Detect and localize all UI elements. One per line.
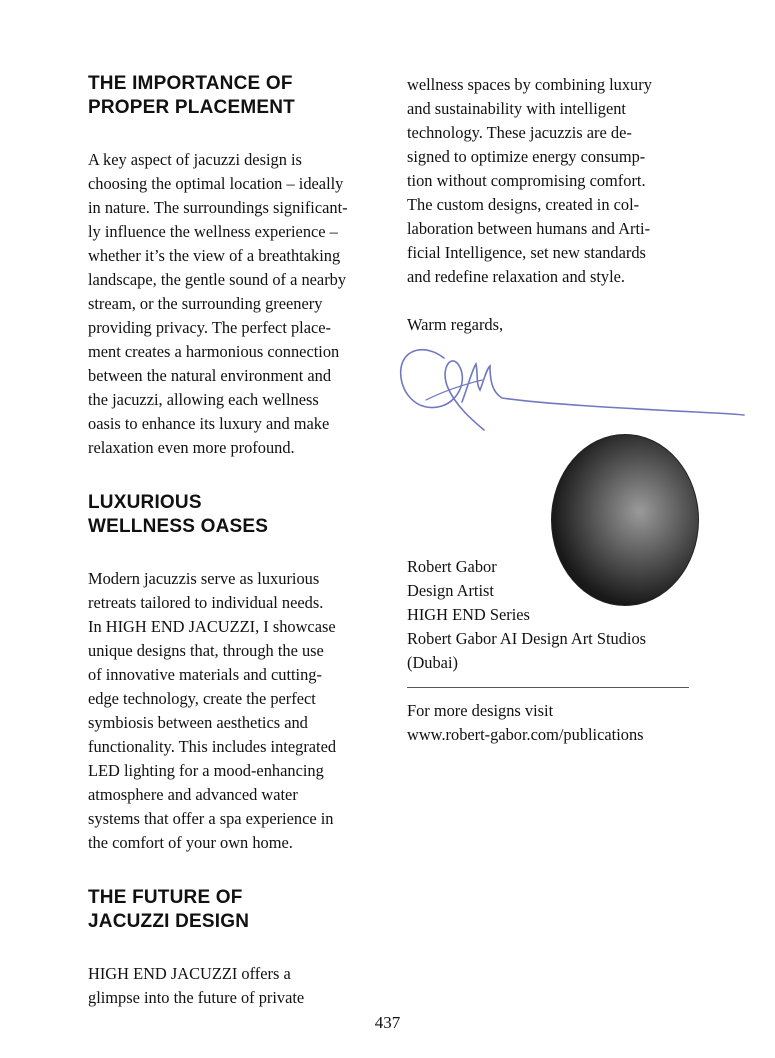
text-line: stream, or the surrounding greenery bbox=[88, 294, 323, 313]
author-series: HIGH END Series bbox=[407, 605, 530, 624]
text-line: choosing the optimal location – ideally bbox=[88, 174, 344, 193]
heading-proper-placement bbox=[88, 72, 378, 120]
more-designs-label: For more designs visit bbox=[407, 701, 554, 720]
text-line: oasis to enhance its luxury and make bbox=[88, 414, 330, 433]
paragraph-wellness-oases bbox=[88, 567, 378, 855]
text-line: ficial Intelligence, set new standards bbox=[407, 243, 646, 262]
divider bbox=[407, 687, 689, 688]
paragraph-proper-placement bbox=[88, 148, 378, 460]
text-line: systems that offer a spa experience in bbox=[88, 809, 334, 828]
text-line: symbiosis between aesthetics and bbox=[88, 713, 308, 732]
website-url: www.robert-gabor.com/publications bbox=[407, 725, 644, 744]
text-line: technology. These jacuzzis are de- bbox=[407, 123, 632, 142]
heading-line: THE FUTURE OF bbox=[88, 887, 243, 908]
signature-stroke bbox=[462, 364, 744, 415]
closing-text: Warm regards, bbox=[407, 315, 504, 334]
text-line: of innovative materials and cutting- bbox=[88, 665, 322, 684]
text-line: The custom designs, created in col- bbox=[407, 195, 640, 214]
text-line: functionality. This includes integrated bbox=[88, 737, 337, 756]
text-line: retreats tailored to individual needs. bbox=[88, 593, 324, 612]
heading-line: JACUZZI DESIGN bbox=[88, 911, 250, 932]
author-studio: Robert Gabor AI Design Art Studios bbox=[407, 629, 647, 648]
text-line: A key aspect of jacuzzi design is bbox=[88, 150, 302, 169]
text-line: in nature. The surroundings significant- bbox=[88, 198, 348, 217]
author-title: Design Artist bbox=[407, 581, 494, 600]
signature-image bbox=[396, 340, 746, 435]
heading-line: LUXURIOUS bbox=[88, 492, 202, 513]
signature-stroke bbox=[401, 350, 484, 430]
heading-line: WELLNESS OASES bbox=[88, 516, 269, 537]
text-line: tion without compromising comfort. bbox=[407, 171, 646, 190]
left-column bbox=[88, 72, 378, 1010]
right-column bbox=[407, 72, 697, 337]
text-line: and sustainability with intelligent bbox=[407, 99, 626, 118]
text-line: and redefine relaxation and style. bbox=[407, 267, 625, 286]
author-details bbox=[407, 555, 707, 675]
text-line: the comfort of your own home. bbox=[88, 833, 293, 852]
text-line: the jacuzzi, allowing each wellness bbox=[88, 390, 319, 409]
paragraph-future-continued bbox=[407, 73, 697, 289]
text-line: In HIGH END JACUZZI, I showcase bbox=[88, 617, 336, 636]
text-line: HIGH END JACUZZI offers a bbox=[88, 964, 291, 983]
text-line: between the natural environment and bbox=[88, 366, 332, 385]
author-block bbox=[407, 555, 707, 675]
heading-line: THE IMPORTANCE OF bbox=[88, 73, 293, 94]
text-line: ly influence the wellness experience – bbox=[88, 222, 338, 241]
page-number: 437 bbox=[374, 1013, 401, 1032]
more-designs-block bbox=[407, 699, 727, 747]
paragraph-future bbox=[88, 962, 378, 1010]
text-line: wellness spaces by combining luxury bbox=[407, 75, 652, 94]
text-line: signed to optimize energy consump- bbox=[407, 147, 646, 166]
author-name: Robert Gabor bbox=[407, 557, 497, 576]
text-line: providing privacy. The perfect place- bbox=[88, 318, 332, 337]
heading-line: PROPER PLACEMENT bbox=[88, 97, 295, 118]
text-line: edge technology, create the perfect bbox=[88, 689, 316, 708]
text-line: atmosphere and advanced water bbox=[88, 785, 298, 804]
text-line: ment creates a harmonious connection bbox=[88, 342, 340, 361]
text-line: landscape, the gentle sound of a nearby bbox=[88, 270, 347, 289]
author-location: (Dubai) bbox=[407, 653, 458, 672]
signature-stroke bbox=[426, 380, 482, 400]
text-line: relaxation even more profound. bbox=[88, 438, 295, 457]
heading-luxurious-wellness-oases bbox=[88, 491, 378, 539]
more-designs-text bbox=[407, 699, 727, 747]
text-line: whether it’s the view of a breathtaking bbox=[88, 246, 341, 265]
heading-future-of-jacuzzi-design bbox=[88, 886, 378, 934]
text-line: Modern jacuzzis serve as luxurious bbox=[88, 569, 320, 588]
text-line: LED lighting for a mood-enhancing bbox=[88, 761, 324, 780]
text-line: unique designs that, through the use bbox=[88, 641, 324, 660]
text-line: glimpse into the future of private bbox=[88, 988, 305, 1007]
text-line: laboration between humans and Arti- bbox=[407, 219, 651, 238]
